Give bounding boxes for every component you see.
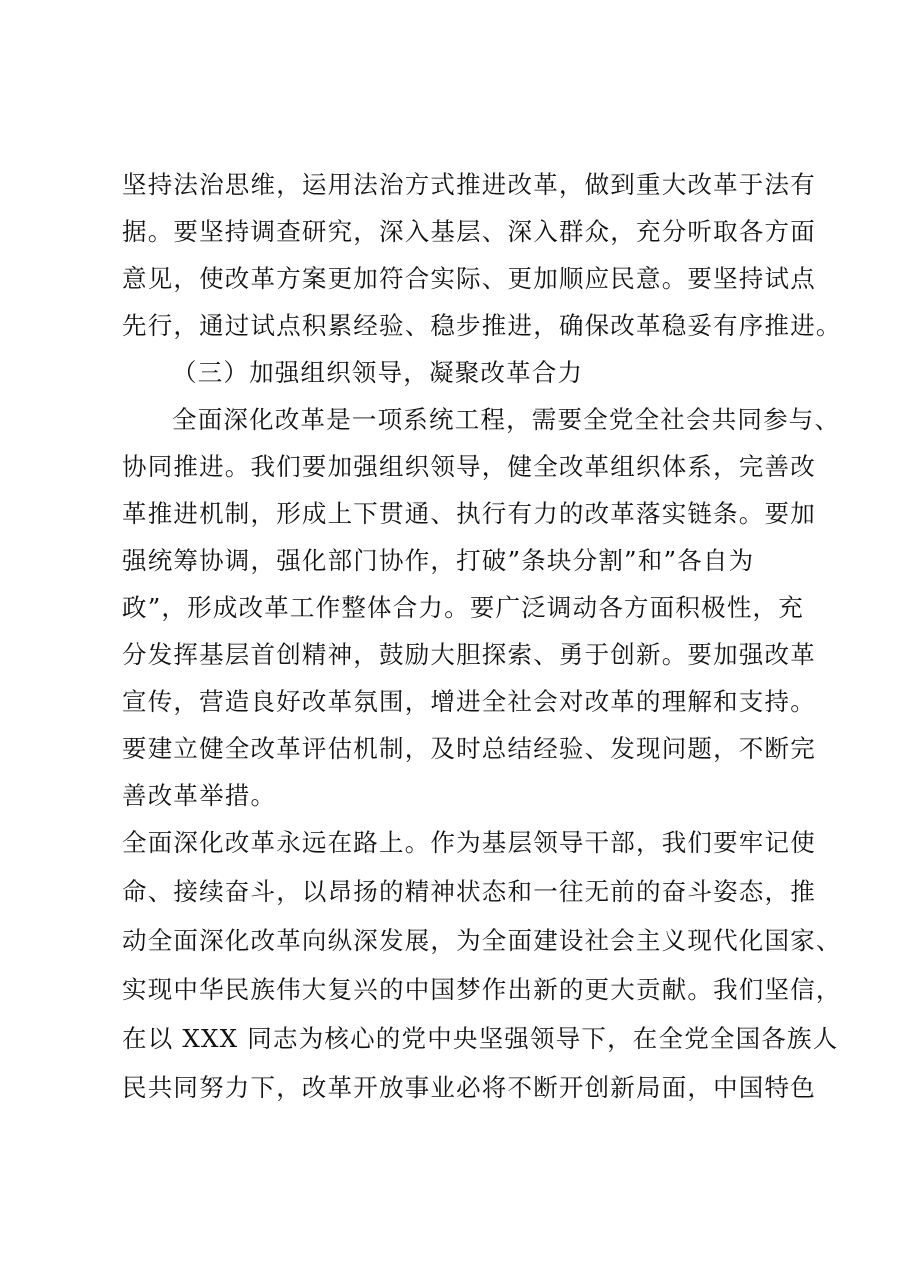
paragraph-1-line-3: 意见，使改革方案更加符合实际、更加顺应民意。要坚持试点	[122, 264, 816, 293]
paragraph-2-line-8: 要建立健全改革评估机制，及时总结经验、发现问题，不断完	[122, 734, 816, 763]
paragraph-3-line-4: 实现中华民族伟大复兴的中国梦作出新的更大贡献。我们坚信，	[122, 975, 842, 1004]
paragraph-3-line-2: 命、接续奋斗，以昂扬的精神状态和一往无前的奋斗姿态，推	[122, 877, 816, 906]
paragraph-1-line-1: 坚持法治思维，运用法治方式推进改革，做到重大改革于法有	[122, 170, 816, 199]
paragraph-2-line-5: 政”，形成改革工作整体合力。要广泛调动各方面积极性，充	[122, 593, 804, 622]
paragraph-3-line-1: 全面深化改革永远在路上。作为基层领导干部，我们要牢记使	[122, 828, 816, 857]
paragraph-2-line-1: 全面深化改革是一项系统工程，需要全党全社会共同参与、	[172, 405, 841, 434]
paragraph-2-line-3: 革推进机制，形成上下贯通、执行有力的改革落实链条。要加	[122, 499, 816, 528]
paragraph-1-line-4: 先行，通过试点积累经验、稳步推进，确保改革稳妥有序推进。	[122, 311, 842, 340]
paragraph-2-line-4: 强统筹协调，强化部门协作，打破”条块分割”和”各自为	[122, 546, 755, 575]
paragraph-3-line-6: 民共同努力下，改革开放事业必将不断开创新局面，中国特色	[122, 1073, 816, 1102]
paragraph-2-line-9: 善改革举措。	[122, 781, 277, 810]
paragraph-2-line-7: 宣传，营造良好改革氛围，增进全社会对改革的理解和支持。	[122, 687, 816, 716]
paragraph-1-line-2: 据。要坚持调查研究，深入基层、深入群众，充分听取各方面	[122, 217, 816, 246]
paragraph-2-line-2: 协同推进。我们要加强组织领导，健全改革组织体系，完善改	[122, 452, 816, 481]
paragraph-3-line-3: 动全面深化改革向纵深发展，为全面建设社会主义现代化国家、	[122, 926, 842, 955]
paragraph-3-line-5: 在以 XXX 同志为核心的党中央坚强领导下，在全党全国各族人	[122, 1024, 839, 1053]
paragraph-2-line-6: 分发挥基层首创精神，鼓励大胆探索、勇于创新。要加强改革	[122, 640, 816, 669]
section-heading: （三）加强组织领导，凝聚改革合力	[172, 358, 584, 387]
